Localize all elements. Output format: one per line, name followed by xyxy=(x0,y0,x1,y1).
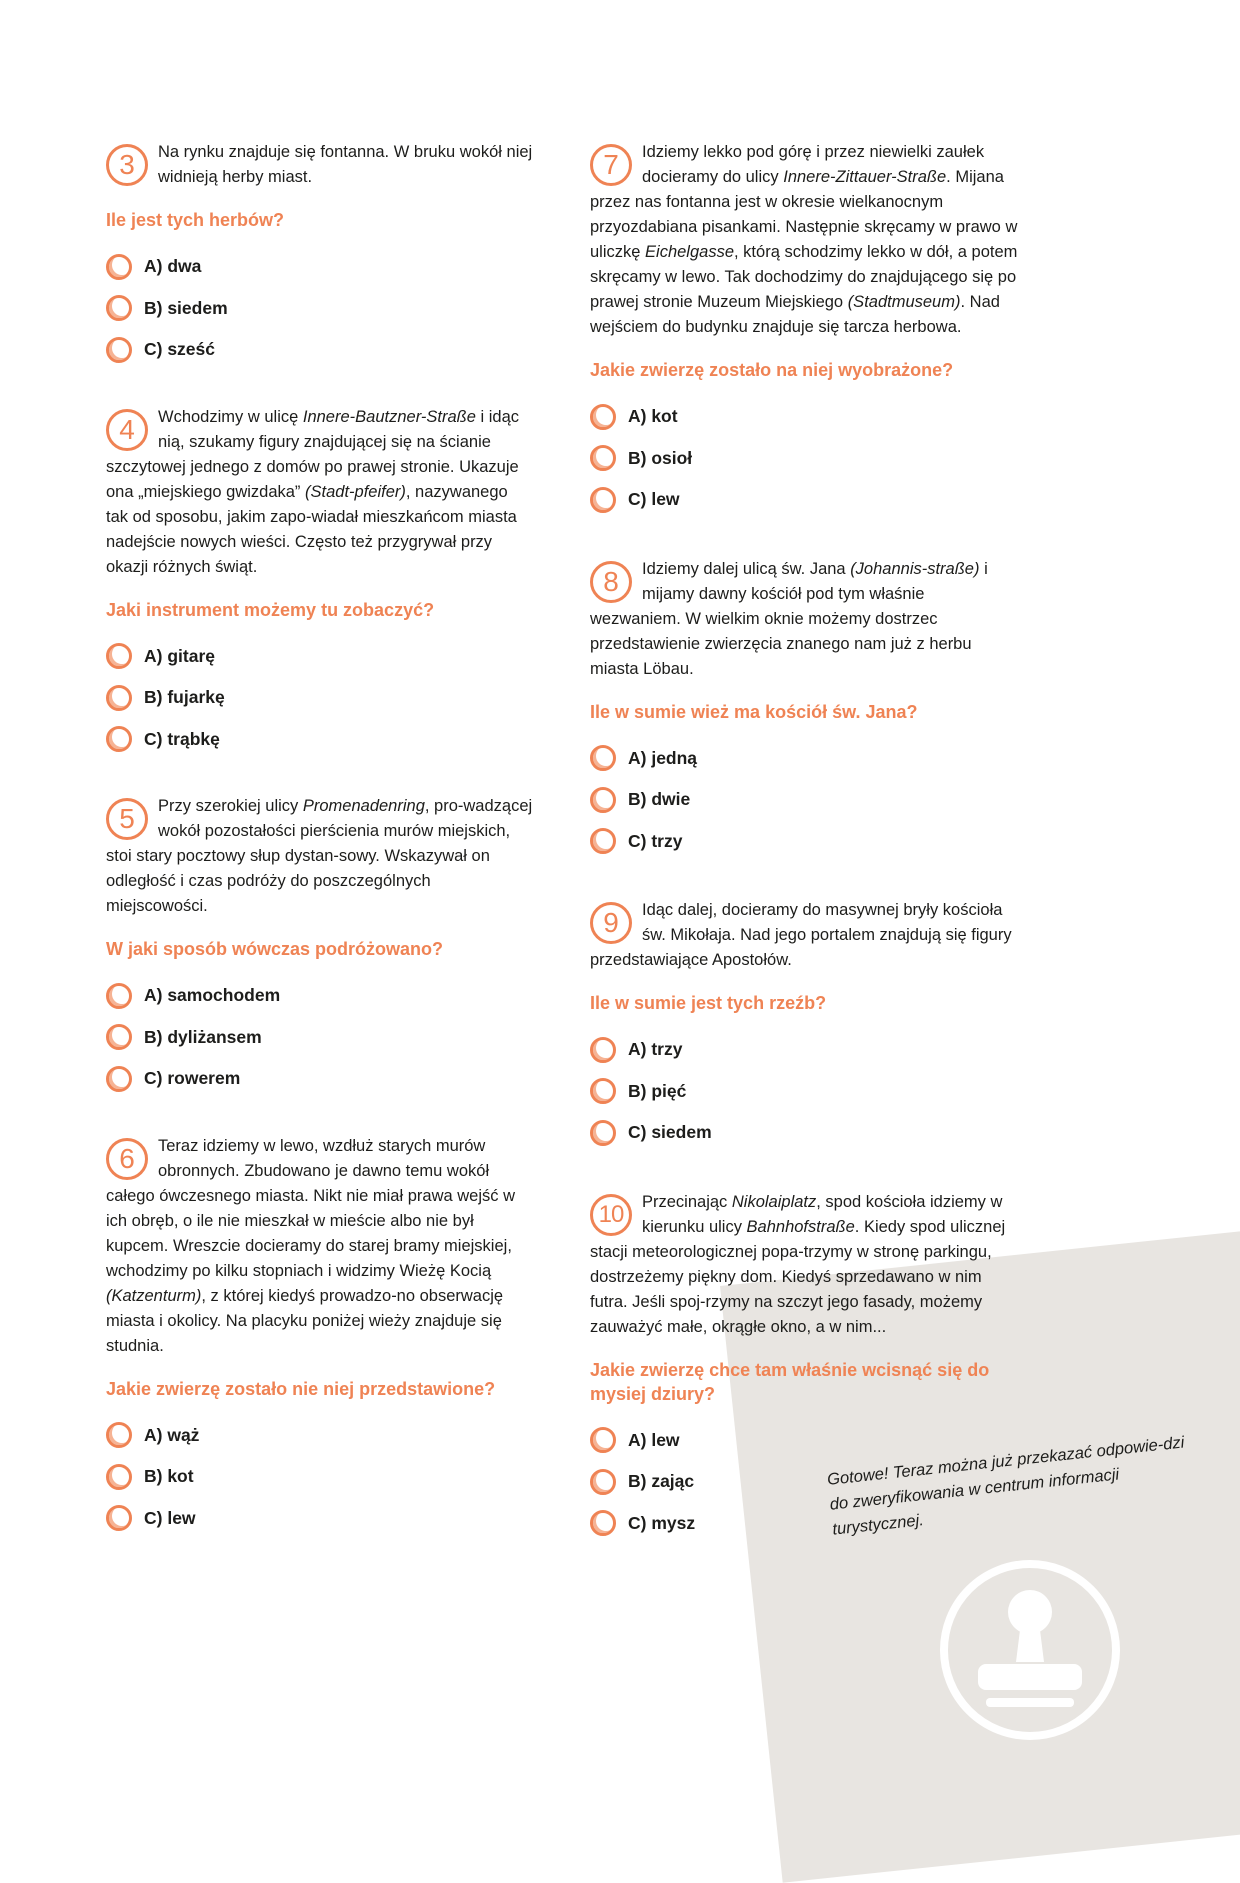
answer-label: C) lew xyxy=(144,1507,196,1528)
answer-label: B) fujarkę xyxy=(144,687,225,708)
intro-text: Przy szerokiej ulicy xyxy=(158,797,303,815)
task-3 xyxy=(106,140,534,371)
answer-label: C) sześć xyxy=(144,339,216,360)
radio-circle-icon[interactable] xyxy=(106,1024,132,1050)
radio-circle-icon[interactable] xyxy=(590,1078,616,1104)
answer-list xyxy=(106,1415,534,1540)
answer-option[interactable] xyxy=(590,1420,1018,1462)
answer-label: B) dwie xyxy=(628,789,691,810)
task-intro xyxy=(590,898,1018,973)
answer-option[interactable] xyxy=(590,396,1018,438)
intro-text: Teraz idziemy w lewo, wzdłuż starych murów obronnych. Zbudowano je dawno temu wokół całego ówczesnego miasta. Nikt nie miał prawa wejść w ich obręb, o ile nie mieszkał w mieście albo nie był kupcem. Wreszcie docieramy do starej bramy miejskiej, wchodzimy po kilku stopniach i widzimy Wieżę Kocią xyxy=(106,1136,516,1280)
answer-label: C) rowerem xyxy=(144,1068,241,1089)
answer-label: A) samochodem xyxy=(144,985,281,1006)
answer-label: A) dwa xyxy=(144,256,202,277)
task-intro xyxy=(590,557,1018,682)
task-number-badge: 4 xyxy=(106,409,148,451)
spacer xyxy=(590,521,1018,557)
intro-italic-name: Eichelgasse xyxy=(645,243,735,261)
answer-option[interactable] xyxy=(106,636,534,678)
answer-label: B) dyliżansem xyxy=(144,1026,262,1047)
intro-text: , spod kościoła idziemy w kierunku ulicy xyxy=(642,1192,1003,1236)
intro-italic-name: (Stadtmuseum) xyxy=(847,293,961,311)
task-8 xyxy=(590,557,1018,863)
question-heading: Ile jest tych herbów? xyxy=(106,210,285,230)
radio-circle-icon[interactable] xyxy=(590,1510,616,1536)
radio-circle-icon[interactable] xyxy=(106,643,132,669)
task-number-badge: 3 xyxy=(106,144,148,186)
task-number-badge: 8 xyxy=(590,561,632,603)
answer-option[interactable] xyxy=(106,719,534,761)
answer-list xyxy=(106,636,534,761)
answer-option[interactable] xyxy=(590,1071,1018,1113)
answer-option[interactable] xyxy=(590,779,1018,821)
right-column xyxy=(590,140,1018,1544)
left-column xyxy=(106,140,534,1539)
intro-italic-name: Promenadenring xyxy=(302,797,425,815)
question-heading: Jakie zwierzę zostało na niej wyobrażone? xyxy=(590,360,954,380)
answer-option[interactable] xyxy=(106,246,534,288)
answer-option[interactable] xyxy=(106,288,534,330)
answer-list xyxy=(590,396,1018,521)
answer-option[interactable] xyxy=(590,1461,1018,1503)
answer-option[interactable] xyxy=(106,1456,534,1498)
answer-option[interactable] xyxy=(106,975,534,1017)
spacer xyxy=(106,371,534,405)
answer-option[interactable] xyxy=(590,479,1018,521)
answer-option[interactable] xyxy=(106,1058,534,1100)
radio-circle-icon[interactable] xyxy=(590,445,616,471)
radio-circle-icon[interactable] xyxy=(590,745,616,771)
intro-italic-name: (Stadt-pfeifer) xyxy=(305,482,406,501)
answer-label: B) osioł xyxy=(628,447,693,468)
question-heading: W jaki sposób wówczas podróżowano? xyxy=(106,939,444,959)
intro-text: , nazywanego tak od sposobu, jakim zapo-wiadał mieszkańcom miasta nadejście nowych wieści. Często też przygrywał przy okazji różnych świąt. xyxy=(106,482,517,576)
radio-circle-icon[interactable] xyxy=(106,1505,132,1531)
task-intro xyxy=(106,405,534,580)
task-number-badge: 10 xyxy=(590,1194,632,1236)
radio-circle-icon[interactable] xyxy=(106,337,132,363)
answer-label: A) jedną xyxy=(628,747,698,768)
intro-italic-name: (Katzenturm) xyxy=(106,1286,202,1305)
answer-label: A) lew xyxy=(628,1429,680,1450)
radio-circle-icon[interactable] xyxy=(590,1037,616,1063)
answer-option[interactable] xyxy=(590,1029,1018,1071)
task-intro xyxy=(590,140,1018,340)
intro-text: Idziemy lekko pod górę i przez niewielki zaułek docieramy do ulicy xyxy=(642,143,985,186)
intro-text: Na rynku znajduje się fontanna. W bruku wokół niej widnieją herby miast. xyxy=(158,143,533,186)
radio-circle-icon[interactable] xyxy=(106,1464,132,1490)
intro-text: , z której kiedyś prowadzo-no obserwację miasta i okolicy. Na placyku poniżej wieży znajduje się studnia. xyxy=(106,1286,504,1355)
radio-circle-icon[interactable] xyxy=(590,1427,616,1453)
intro-text: Idziemy dalej ulicą św. Jana xyxy=(642,559,851,578)
answer-label: B) pięć xyxy=(628,1080,687,1101)
answer-option[interactable] xyxy=(590,738,1018,780)
intro-text: . Kiedy spod ulicznej stacji meteorologicznej popa-trzymy w stronę parkingu, dostrzeżemy piękny dom. Kiedyś sprzedawano w nim futra. Jeśli spoj-rzymy na szczyt jego fasady, możemy zauważyć małe, okrągłe okno, a w nim... xyxy=(590,1217,1006,1336)
intro-text: , pro-wadzącej wokół pozostałości pierścienia murów miejskich, stoi stary pocztowy słup dystan-sowy. Wskazywał on odległość i czas podróży do poszczególnych miejscowości. xyxy=(106,797,533,915)
radio-circle-icon[interactable] xyxy=(106,254,132,280)
answer-label: C) lew xyxy=(628,489,680,510)
radio-circle-icon[interactable] xyxy=(590,404,616,430)
spacer xyxy=(590,1154,1018,1190)
intro-text: i idąc nią, szukamy figury znajdującej się na ścianie szczytowej jednego z domów po prawej stronie. Ukazuje ona „miejskiego gwizdaka” xyxy=(106,407,520,501)
question-heading: Ile w sumie jest tych rzeźb? xyxy=(590,993,827,1013)
radio-circle-icon[interactable] xyxy=(106,726,132,752)
answer-option[interactable] xyxy=(590,1503,1018,1545)
answer-option[interactable] xyxy=(106,1017,534,1059)
radio-circle-icon[interactable] xyxy=(106,1422,132,1448)
answer-label: C) siedem xyxy=(628,1122,712,1143)
answer-label: A) kot xyxy=(628,406,678,427)
intro-text: Idąc dalej, docieramy do masywnej bryły kościoła św. Mikołaja. Nad jego portalem znajdują się figury przedstawiające Apostołów. xyxy=(590,901,1012,969)
answer-label: C) trzy xyxy=(628,830,683,851)
intro-text: , którą schodzimy lekko w dół, a potem skręcamy w lewo. Tak dochodzimy do znajdującego się po prawej stronie Muzeum Miejskiego xyxy=(590,243,1018,311)
task-10 xyxy=(590,1190,1018,1545)
intro-italic-name: Bahnhofstraße xyxy=(746,1217,855,1236)
radio-circle-icon[interactable] xyxy=(106,1066,132,1092)
intro-text: Przecinając xyxy=(642,1192,732,1211)
task-number-badge: 6 xyxy=(106,1138,148,1180)
task-number-badge: 7 xyxy=(590,144,632,186)
radio-circle-icon[interactable] xyxy=(590,828,616,854)
task-6 xyxy=(106,1134,534,1540)
task-5 xyxy=(106,794,534,1100)
answer-option[interactable] xyxy=(106,329,534,371)
answer-label: A) gitarę xyxy=(144,645,215,666)
task-intro xyxy=(106,1134,534,1359)
question-heading: Ile w sumie wież ma kościół św. Jana? xyxy=(590,701,918,722)
task-9 xyxy=(590,898,1018,1154)
radio-circle-icon[interactable] xyxy=(590,787,616,813)
task-4 xyxy=(106,405,534,761)
spacer xyxy=(106,1100,534,1134)
answer-label: B) kot xyxy=(144,1466,194,1487)
intro-text: Wchodzimy w ulicę xyxy=(158,407,303,426)
task-intro xyxy=(106,140,534,190)
answer-label: B) zając xyxy=(628,1471,695,1492)
answer-option[interactable] xyxy=(106,1415,534,1457)
task-intro xyxy=(590,1190,1018,1340)
intro-text: . Nad wejściem do budynku znajduje się tarcza herbowa. xyxy=(590,293,1000,336)
answer-list xyxy=(590,738,1018,863)
radio-circle-icon[interactable] xyxy=(590,1120,616,1146)
task-7 xyxy=(590,140,1018,521)
radio-circle-icon[interactable] xyxy=(106,983,132,1009)
answer-list xyxy=(106,975,534,1100)
intro-italic-name: Innere-Bautzner-Straße xyxy=(302,407,476,426)
radio-circle-icon[interactable] xyxy=(106,295,132,321)
radio-circle-icon[interactable] xyxy=(590,1469,616,1495)
intro-text: i mijamy dawny kościół pod tym właśnie wezwaniem. W wielkim oknie możemy dostrzec przedstawienie zwierzęcia znanego nam już z herbu miasta Löbau. xyxy=(590,559,988,678)
question-heading: Jakie zwierzę chce tam właśnie wcisnąć się do mysiej dziury? xyxy=(590,1359,990,1404)
answer-label: C) trąbkę xyxy=(144,728,220,749)
answer-option[interactable] xyxy=(590,438,1018,480)
answer-label: C) mysz xyxy=(628,1512,696,1533)
radio-circle-icon[interactable] xyxy=(590,487,616,513)
answer-label: A) wąż xyxy=(144,1424,200,1445)
answer-label: B) siedem xyxy=(144,297,228,318)
answer-label: A) trzy xyxy=(628,1039,683,1060)
spacer xyxy=(106,760,534,794)
question-heading: Jaki instrument możemy tu zobaczyć? xyxy=(106,599,435,620)
task-number-badge: 9 xyxy=(590,902,632,944)
intro-italic-name: Innere-Zittauer-Straße xyxy=(783,168,947,186)
answer-option[interactable] xyxy=(106,1498,534,1540)
answer-list xyxy=(106,246,534,371)
task-intro xyxy=(106,794,534,919)
answer-option[interactable] xyxy=(590,821,1018,863)
answer-option[interactable] xyxy=(106,677,534,719)
intro-italic-name: Nikolaiplatz xyxy=(731,1192,817,1211)
final-note: Gotowe! Teraz można już przekazać odpowie-dzi do zweryfikowania w centrum informacji turystycznej. xyxy=(826,1433,1186,1539)
intro-italic-name: (Johannis-straße) xyxy=(850,559,980,578)
spacer xyxy=(590,862,1018,898)
stamp-icon xyxy=(930,1550,1130,1750)
question-heading: Jakie zwierzę zostało nie niej przedstawione? xyxy=(106,1378,496,1399)
intro-text: . Mijana przez nas fontanna jest w okresie wielkanocnym przyozdabiana pisankami. Następnie skręcamy w prawo w uliczkę xyxy=(590,168,1018,261)
radio-circle-icon[interactable] xyxy=(106,685,132,711)
answer-list xyxy=(590,1420,1018,1545)
task-number-badge: 5 xyxy=(106,798,148,840)
answer-option[interactable] xyxy=(590,1112,1018,1154)
answer-list xyxy=(590,1029,1018,1154)
